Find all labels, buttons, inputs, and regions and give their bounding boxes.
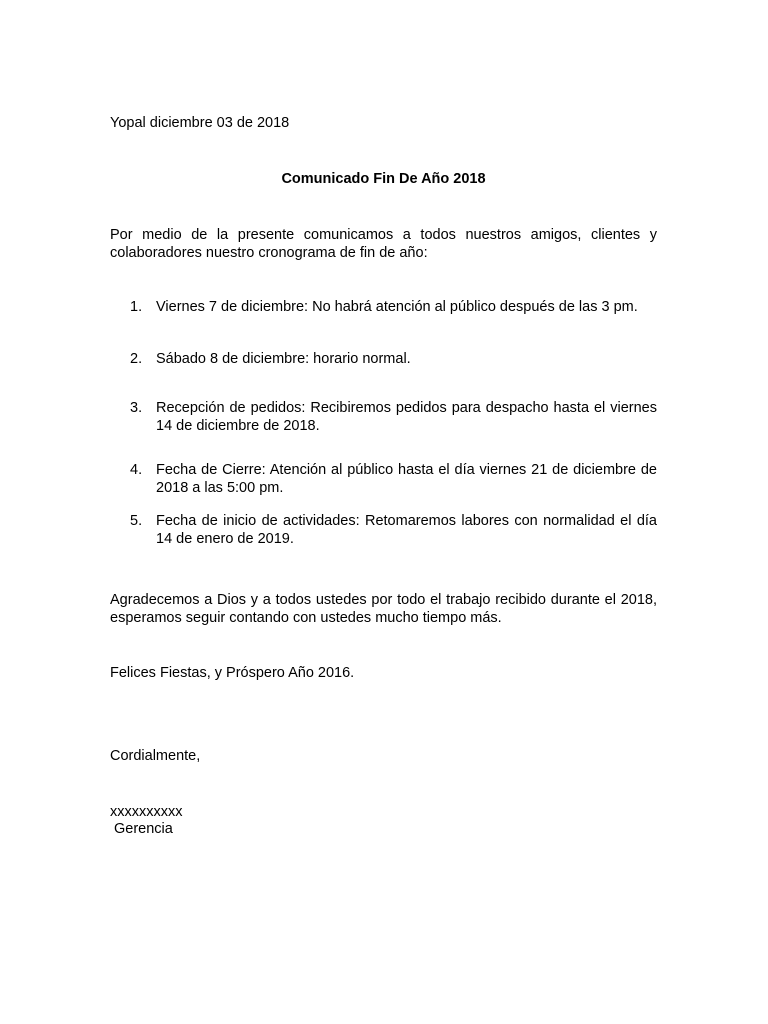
- holiday-wishes: Felices Fiestas, y Próspero Año 2016.: [110, 665, 355, 681]
- date-line: Yopal diciembre 03 de 2018: [110, 115, 290, 131]
- schedule-item-2: [110, 350, 657, 368]
- schedule-item-number: 2.: [130, 351, 143, 367]
- schedule-item-text: Recepción de pedidos: Recibiremos pedidos para despacho hasta el viernes 14 de diciembre de 2018.: [156, 400, 657, 434]
- intro-paragraph: Por medio de la presente comunicamos a todos nuestros amigos, clientes y colaboradores nuestro cronograma de fin de año:: [110, 227, 657, 261]
- schedule-item-4: [110, 461, 657, 497]
- schedule-item-text: Viernes 7 de diciembre: No habrá atención al público después de las 3 pm.: [156, 299, 638, 315]
- schedule-item-text: Sábado 8 de diciembre: horario normal.: [156, 351, 411, 367]
- schedule-item-3: [110, 399, 657, 435]
- schedule-item-number: 3.: [130, 400, 143, 416]
- schedule-item-number: 1.: [130, 299, 143, 315]
- signature-name: xxxxxxxxxx: [110, 804, 183, 820]
- signature-department: Gerencia: [114, 821, 173, 837]
- schedule-item-number: 5.: [130, 513, 143, 529]
- schedule-item-text: Fecha de inicio de actividades: Retomaremos labores con normalidad el día 14 de enero de 2019.: [156, 513, 657, 547]
- letter-title: Comunicado Fin De Año 2018: [281, 171, 486, 187]
- schedule-item-text: Fecha de Cierre: Atención al público hasta el día viernes 21 de diciembre de 2018 a las 5:00 pm.: [156, 462, 657, 496]
- schedule-item-1: [110, 298, 657, 316]
- thanks-paragraph: Agradecemos a Dios y a todos ustedes por todo el trabajo recibido durante el 2018, esperamos seguir contando con ustedes mucho tiempo más.: [110, 592, 657, 626]
- schedule-item-number: 4.: [130, 462, 143, 478]
- schedule-item-5: [110, 512, 657, 548]
- closing-line: Cordialmente,: [110, 748, 201, 764]
